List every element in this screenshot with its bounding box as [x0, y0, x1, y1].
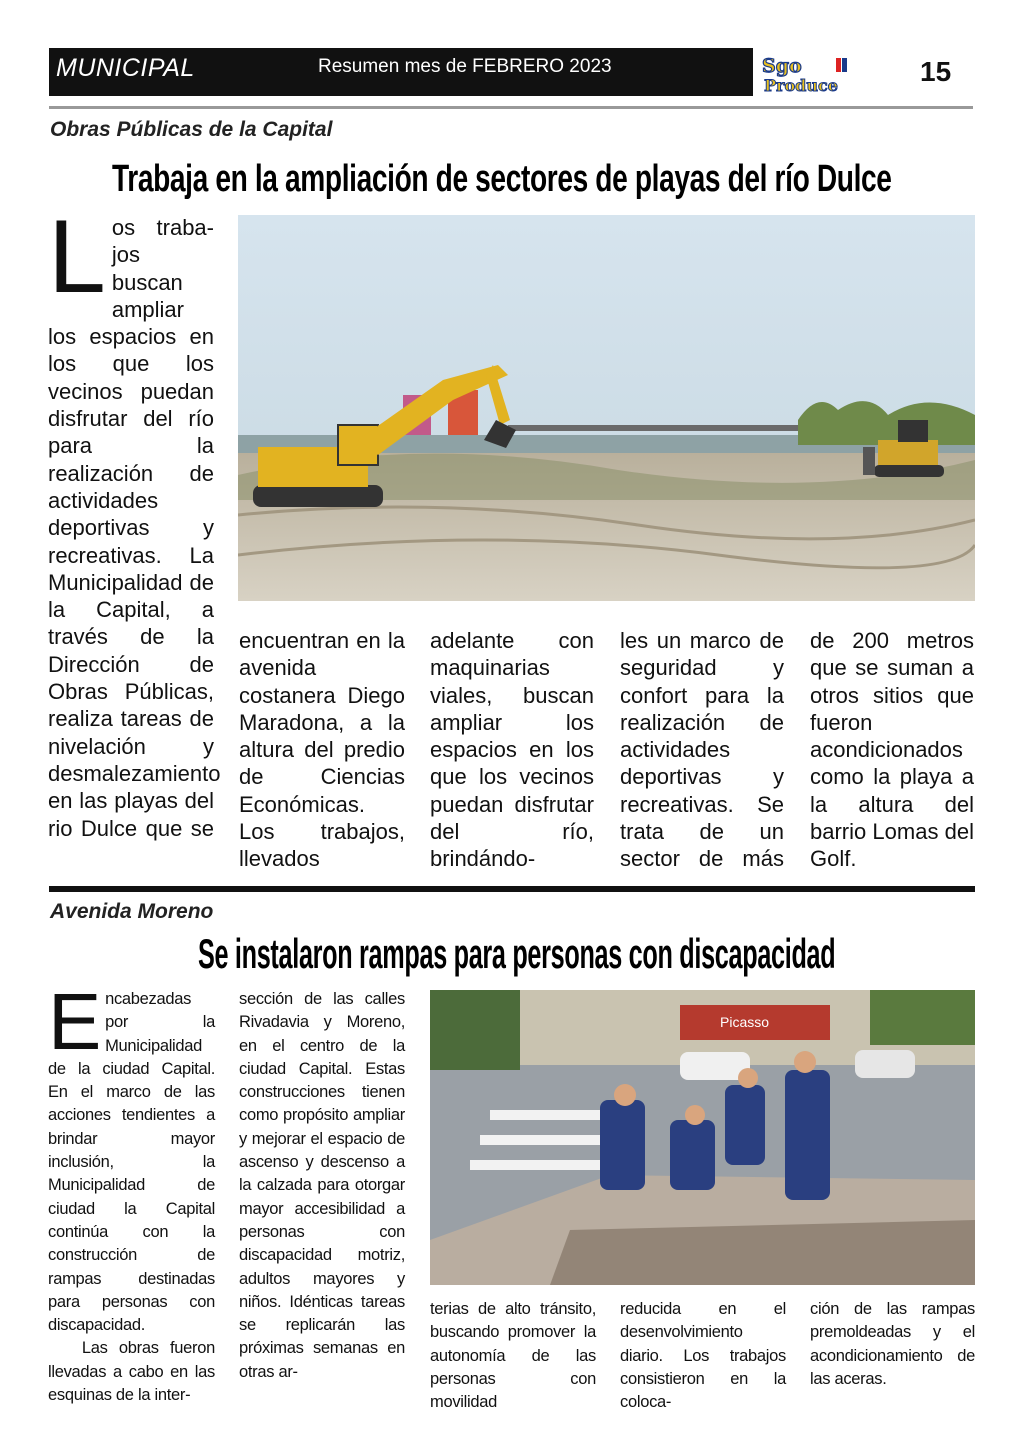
store-sign: Picasso [720, 1014, 770, 1030]
page-number: 15 [920, 56, 952, 87]
article1-drop-cap: L [48, 199, 106, 315]
river-beach-excavator-photo [238, 215, 975, 601]
excavated-area [550, 1220, 975, 1285]
article2-col5: ción de las rampas premoldeadas y el acondicionamiento de las aceras. [810, 1300, 975, 1388]
article1-col1-body: los espacios en los que los vecinos puedan disfrutar del río para la realización de actividades deportivas y recreativas. La Municipalidad de la Capital, a través de la Dirección de Obras Públicas, realiza tareas de nivelación y desmalezamiento en las playas del rio Dulce que se [48, 324, 221, 841]
car-white-2 [855, 1050, 915, 1078]
logo-flag-red [836, 58, 841, 72]
article2-headline: Se instalaron rampas para personas con discapacidad [198, 930, 836, 977]
tree-left [430, 990, 520, 1070]
article2-col1 [48, 977, 215, 1407]
workers-ramp-photo [430, 990, 975, 1285]
logo-top-text: Sgo [762, 55, 802, 77]
article1-col3: adelante con maquinarias viales, buscan ampliar los espacios en los que los vecinos puedan disfrutar del río, brindándo- [430, 628, 594, 872]
article2-kicker: Avenida Moreno [50, 900, 214, 923]
issue-title: Resumen mes de FEBRERO 2023 [318, 56, 612, 77]
article1-col1 [48, 199, 221, 842]
article2-col3: terias de alto tránsito, buscando promover la autonomía de las personas con movilidad [430, 1300, 596, 1412]
article1-col4: les un marco de seguridad y confort para la realización de actividades deportivas y recreativas. Se trata de un sector de más [620, 628, 784, 872]
logo-bottom-text: Produce [764, 76, 838, 94]
article1-col2: encuentran en la avenida costanera Diego Maradona, a la altura del predio de Ciencias Económicas. Los trabajos, llevados [239, 628, 405, 872]
section-divider [49, 886, 975, 892]
tree-right [870, 990, 975, 1045]
article1-kicker: Obras Públicas de la Capital [50, 118, 333, 141]
article1-col5: de 200 metros que se suman a otros sitios que fueron acondicionados como la playa a la altura del barrio Lomas del Golf. [810, 628, 974, 872]
article2-col1-lead: ncabezadas por la Municipalidad de la ciudad [48, 990, 215, 1078]
article2-col4: reducida en el desenvolvimiento diario. Los trabajos consistieron en la coloca- [620, 1300, 786, 1412]
logo-flag-blue [842, 58, 847, 72]
sgo-produce-logo [760, 54, 900, 94]
article1-col1-lead: os traba-jos buscan ampliar [111, 215, 214, 322]
article2-col2: sección de las calles Rivadavia y Moreno, en el centro de la ciudad Capital. Estas construcciones tienen como propósito ampliar y mejorar el espacio de ascenso y descenso a la calzada para otorgar mayor accesibilidad a personas con discapacidad motriz, adultos mayores y niños. Idénticas tareas se replicarán las próximas semanas en otras ar- [239, 990, 405, 1381]
header-rule [49, 106, 973, 109]
article2-drop-cap: E [48, 977, 102, 1066]
article2-col1-body: Capital. En el marco de las acciones tendientes a brindar mayor inclusión, la Municipalidad de ciudad la Capital continúa con la construcción de rampas destinadas para personas con discapacidad. [48, 1059, 215, 1335]
section-label: MUNICIPAL [56, 54, 195, 82]
article2-col1-p2: Las obras fueron llevadas a cabo en las esquinas de la inter- [48, 1339, 215, 1405]
article1-headline: Trabaja en la ampliación de sectores de playas del río Dulce [112, 158, 892, 200]
